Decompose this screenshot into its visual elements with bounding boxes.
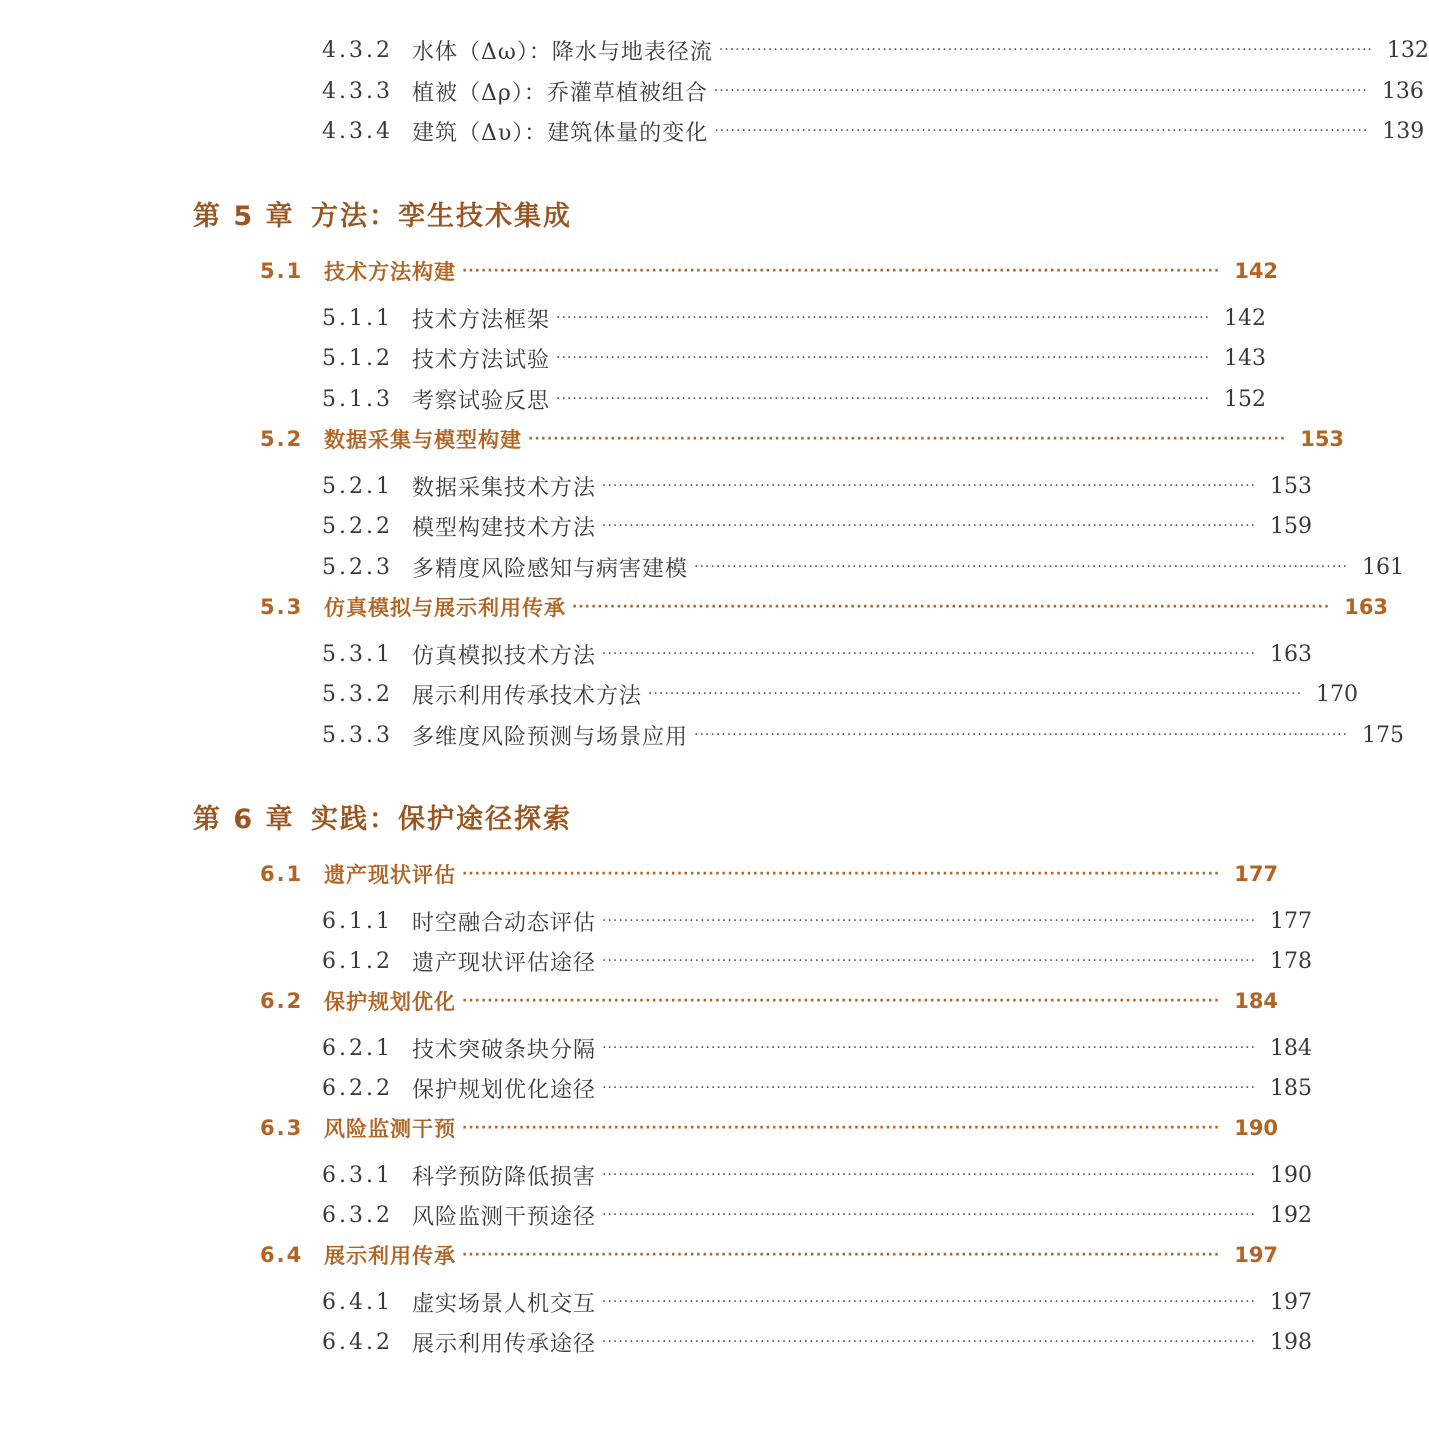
entry-number: 5.1.2 bbox=[322, 345, 393, 371]
toc-subsection-entry[interactable] bbox=[322, 1282, 1313, 1322]
entry-number: 5.2.3 bbox=[322, 554, 393, 580]
entry-title: 仿真模拟与展示利用传承 bbox=[324, 596, 566, 620]
toc-subsection-entry[interactable] bbox=[322, 506, 1313, 546]
dot-leader: ························································································································ bbox=[602, 646, 1257, 662]
entry-title: 植被（Δρ）：乔灌草植被组合 bbox=[412, 80, 708, 106]
entry-number: 6.4 bbox=[260, 1243, 304, 1267]
toc-subsection-entry[interactable] bbox=[322, 30, 1429, 70]
chapter-number: 第 5 章 bbox=[193, 200, 295, 232]
toc-subsection-entry[interactable] bbox=[322, 298, 1267, 338]
dot-leader: ························································································································ bbox=[462, 866, 1221, 882]
entry-number: 5.3 bbox=[260, 595, 304, 619]
page-number: 177 bbox=[1234, 862, 1279, 886]
dot-leader: ························································································································ bbox=[602, 913, 1257, 929]
dot-leader: ························································································································ bbox=[462, 1247, 1221, 1263]
toc-section-entry[interactable] bbox=[260, 419, 1345, 459]
page-number: 184 bbox=[1270, 1035, 1313, 1061]
toc-subsection-entry[interactable] bbox=[322, 715, 1405, 755]
toc-subsection-entry[interactable] bbox=[322, 466, 1313, 506]
entry-title: 技术方法框架 bbox=[412, 307, 551, 333]
chapter-title: 实践：保护途径探索 bbox=[311, 803, 572, 835]
entry-number: 6.2.2 bbox=[322, 1075, 393, 1101]
dot-leader: ························································································································ bbox=[556, 350, 1211, 366]
page-number: 143 bbox=[1224, 345, 1267, 371]
dot-leader: ························································································································ bbox=[602, 518, 1257, 534]
entry-number: 5.2 bbox=[260, 427, 304, 451]
toc-subsection-entry[interactable] bbox=[322, 1322, 1313, 1362]
page-number: 170 bbox=[1316, 681, 1359, 707]
entry-title: 技术方法试验 bbox=[412, 347, 551, 373]
entry-title: 虚实场景人机交互 bbox=[412, 1291, 597, 1317]
toc-subsection-entry[interactable] bbox=[322, 1195, 1313, 1235]
dot-leader: ························································································································ bbox=[648, 686, 1303, 702]
dot-leader: ························································································································ bbox=[718, 42, 1373, 58]
entry-number: 6.4.1 bbox=[322, 1289, 393, 1315]
entry-title: 保护规划优化途径 bbox=[412, 1077, 597, 1103]
toc-section-entry[interactable] bbox=[260, 587, 1389, 627]
dot-leader: ························································································································ bbox=[556, 310, 1211, 326]
dot-leader: ························································································································ bbox=[602, 1080, 1257, 1096]
dot-leader: ························································································································ bbox=[602, 1040, 1257, 1056]
entry-number: 6.4.2 bbox=[322, 1329, 393, 1355]
page-number: 136 bbox=[1381, 78, 1424, 104]
dot-leader: ························································································································ bbox=[462, 263, 1221, 279]
entry-number: 6.1.2 bbox=[322, 948, 393, 974]
toc-subsection-entry[interactable] bbox=[322, 547, 1405, 587]
dot-leader: ························································································································ bbox=[462, 1120, 1221, 1136]
entry-number: 4.3.2 bbox=[322, 37, 393, 63]
entry-title: 时空融合动态评估 bbox=[412, 910, 597, 936]
toc-subsection-entry[interactable] bbox=[322, 379, 1267, 419]
dot-leader: ························································································································ bbox=[714, 123, 1369, 139]
entry-number: 5.1.3 bbox=[322, 386, 393, 412]
chapter-heading bbox=[193, 794, 572, 838]
dot-leader: ························································································································ bbox=[602, 478, 1257, 494]
toc-subsection-entry[interactable] bbox=[322, 901, 1313, 941]
page-number: 197 bbox=[1234, 1243, 1279, 1267]
page-number: 163 bbox=[1344, 595, 1389, 619]
page-number: 139 bbox=[1382, 118, 1425, 144]
toc-subsection-entry[interactable] bbox=[322, 674, 1359, 714]
toc-subsection-entry[interactable] bbox=[322, 941, 1313, 981]
entry-number: 5.1 bbox=[260, 259, 304, 283]
toc-subsection-entry[interactable] bbox=[322, 71, 1424, 111]
entry-number: 6.1 bbox=[260, 862, 304, 886]
page-number: 153 bbox=[1270, 473, 1313, 499]
page-number: 198 bbox=[1270, 1329, 1313, 1355]
entry-title: 数据采集技术方法 bbox=[412, 475, 597, 501]
entry-title: 展示利用传承 bbox=[324, 1244, 456, 1268]
entry-title: 模型构建技术方法 bbox=[412, 515, 597, 541]
entry-number: 5.2.2 bbox=[322, 513, 393, 539]
entry-number: 6.3.2 bbox=[322, 1202, 393, 1228]
dot-leader: ························································································································ bbox=[602, 1294, 1257, 1310]
dot-leader: ························································································································ bbox=[572, 599, 1331, 615]
chapter-number: 第 6 章 bbox=[193, 803, 295, 835]
page-number: 132 bbox=[1386, 37, 1429, 63]
dot-leader: ························································································································ bbox=[694, 727, 1349, 743]
entry-title: 风险监测干预 bbox=[324, 1117, 456, 1141]
toc-subsection-entry[interactable] bbox=[322, 1068, 1313, 1108]
entry-title: 水体（Δω）：降水与地表径流 bbox=[412, 39, 713, 65]
entry-number: 6.3.1 bbox=[322, 1162, 393, 1188]
entry-title: 多精度风险感知与病害建模 bbox=[412, 556, 689, 582]
dot-leader: ························································································································ bbox=[462, 993, 1221, 1009]
chapter-title: 方法：孪生技术集成 bbox=[311, 200, 572, 232]
entry-title: 数据采集与模型构建 bbox=[324, 428, 522, 452]
page-number: 152 bbox=[1224, 386, 1267, 412]
entry-title: 技术方法构建 bbox=[324, 260, 456, 284]
entry-title: 遗产现状评估途径 bbox=[412, 950, 597, 976]
toc-section-entry[interactable] bbox=[260, 854, 1279, 894]
toc-subsection-entry[interactable] bbox=[322, 634, 1313, 674]
entry-title: 展示利用传承技术方法 bbox=[412, 683, 643, 709]
entry-title: 保护规划优化 bbox=[324, 990, 456, 1014]
entry-title: 仿真模拟技术方法 bbox=[412, 643, 597, 669]
entry-number: 4.3.3 bbox=[322, 78, 393, 104]
page-number: 159 bbox=[1270, 513, 1313, 539]
entry-title: 技术突破条块分隔 bbox=[412, 1037, 597, 1063]
toc-subsection-entry[interactable] bbox=[322, 111, 1425, 151]
entry-number: 5.3.3 bbox=[322, 722, 393, 748]
entry-title: 科学预防降低损害 bbox=[412, 1164, 597, 1190]
page-number: 190 bbox=[1234, 1116, 1279, 1140]
page-number: 177 bbox=[1270, 908, 1313, 934]
entry-number: 5.2.1 bbox=[322, 473, 393, 499]
entry-number: 6.1.1 bbox=[322, 908, 393, 934]
entry-number: 5.3.1 bbox=[322, 641, 393, 667]
entry-title: 考察试验反思 bbox=[412, 388, 551, 414]
dot-leader: ························································································································ bbox=[713, 83, 1368, 99]
entry-number: 5.1.1 bbox=[322, 305, 393, 331]
dot-leader: ························································································································ bbox=[556, 391, 1211, 407]
page-number: 161 bbox=[1362, 554, 1405, 580]
page-number: 197 bbox=[1270, 1289, 1313, 1315]
page-number: 142 bbox=[1234, 259, 1279, 283]
toc-section-entry[interactable] bbox=[260, 251, 1279, 291]
page-number: 184 bbox=[1234, 989, 1279, 1013]
dot-leader: ························································································································ bbox=[602, 1334, 1257, 1350]
entry-number: 5.3.2 bbox=[322, 681, 393, 707]
toc-subsection-entry[interactable] bbox=[322, 1155, 1313, 1195]
page-number: 190 bbox=[1270, 1162, 1313, 1188]
dot-leader: ························································································································ bbox=[602, 1167, 1257, 1183]
chapter-heading bbox=[193, 191, 572, 235]
entry-number: 6.3 bbox=[260, 1116, 304, 1140]
entry-number: 6.2 bbox=[260, 989, 304, 1013]
page-number: 153 bbox=[1300, 427, 1345, 451]
toc-section-entry[interactable] bbox=[260, 1235, 1279, 1275]
page-number: 142 bbox=[1224, 305, 1267, 331]
entry-number: 4.3.4 bbox=[322, 118, 393, 144]
dot-leader: ························································································································ bbox=[694, 559, 1349, 575]
page-number: 185 bbox=[1270, 1075, 1313, 1101]
toc-section-entry[interactable] bbox=[260, 1108, 1279, 1148]
dot-leader: ························································································································ bbox=[602, 1207, 1257, 1223]
entry-title: 遗产现状评估 bbox=[324, 863, 456, 887]
toc-subsection-entry[interactable] bbox=[322, 1028, 1313, 1068]
entry-number: 6.2.1 bbox=[322, 1035, 393, 1061]
entry-title: 建筑（Δυ）：建筑体量的变化 bbox=[412, 120, 709, 146]
entry-title: 风险监测干预途径 bbox=[412, 1204, 597, 1230]
page-number: 178 bbox=[1270, 948, 1313, 974]
entry-title: 多维度风险预测与场景应用 bbox=[412, 724, 689, 750]
dot-leader: ························································································································ bbox=[528, 431, 1287, 447]
toc-section-entry[interactable] bbox=[260, 981, 1279, 1021]
entry-title: 展示利用传承途径 bbox=[412, 1331, 597, 1357]
page-number: 163 bbox=[1270, 641, 1313, 667]
page-number: 175 bbox=[1362, 722, 1405, 748]
page-number: 192 bbox=[1270, 1202, 1313, 1228]
dot-leader: ························································································································ bbox=[602, 953, 1257, 969]
toc-subsection-entry[interactable] bbox=[322, 338, 1267, 378]
